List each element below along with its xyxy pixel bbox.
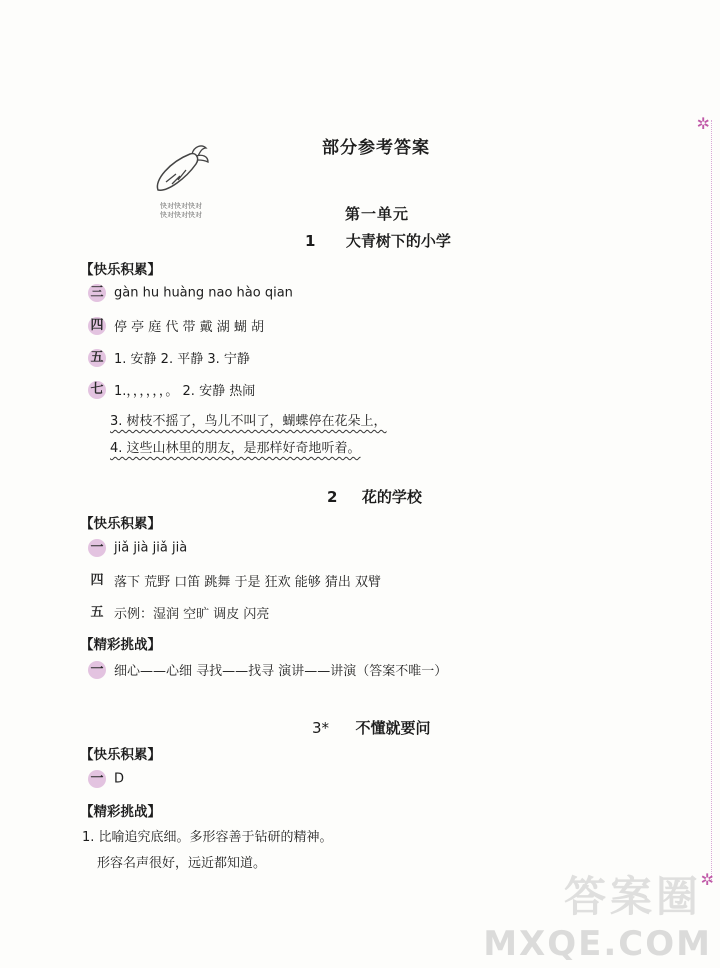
- page-title: 部分参考答案: [322, 138, 430, 158]
- answer-text: 落下 荒野 口笛 跳舞 于是 狂欢 能够 猜出 双臂: [114, 575, 382, 590]
- lesson-name: 大青树下的小学: [345, 232, 451, 250]
- answer-text: 1. 安静 2. 平静 3. 宁静: [114, 352, 250, 367]
- question-badge: 一: [88, 770, 106, 788]
- answer-text: 细心——心细 寻找——找寻 演讲——讲演（答案不唯一）: [114, 664, 448, 679]
- answer-line: [88, 603, 269, 622]
- watermark-url: MXQE.COM: [483, 924, 712, 964]
- unit-heading: 第一单元: [345, 205, 410, 223]
- caption-line: 快对快对快对: [160, 211, 202, 219]
- answer-line: [88, 316, 264, 335]
- section-heading: 【精彩挑战】: [80, 804, 161, 820]
- answer-text: D: [114, 771, 125, 787]
- lesson-number: 1: [305, 232, 316, 250]
- answer-text: jiǎ jià jiǎ jià: [114, 540, 188, 556]
- question-badge: 五: [90, 604, 104, 620]
- answer-line: [88, 284, 293, 302]
- answer-text: 4. 这些山林里的朋友，是那样好奇地听着。: [110, 441, 361, 456]
- lesson-number: 3*: [312, 719, 330, 737]
- star-icon: ✲: [696, 114, 710, 133]
- answer-text: 1. 比喻追究底细。多形容善于钻研的精神。: [82, 830, 333, 845]
- carrot-icon: [150, 140, 212, 198]
- lesson-heading: [327, 486, 422, 507]
- section-heading: 【精彩挑战】: [80, 637, 161, 653]
- answer-text: 3. 树枝不摇了，鸟儿不叫了，蝴蝶停在花朵上，: [110, 414, 387, 429]
- question-badge: 七: [88, 381, 106, 399]
- answer-line: [88, 571, 381, 590]
- answer-line: [88, 380, 255, 399]
- lesson-heading: [305, 230, 451, 251]
- answer-text: 1.，，，，，，。 2. 安静 热闹: [114, 384, 256, 399]
- answer-line: [88, 660, 447, 679]
- question-badge: 四: [88, 317, 106, 335]
- answer-text: 形容名声很好，远近都知道。: [97, 856, 267, 871]
- answer-line: [88, 348, 250, 367]
- question-badge: 一: [88, 661, 106, 679]
- question-badge: 五: [88, 349, 106, 367]
- section-heading: 【快乐积累】: [80, 747, 161, 763]
- lesson-heading: [312, 717, 431, 738]
- answer-line: [88, 539, 187, 557]
- answer-text: 停 亭 庭 代 带 戴 湖 蝴 胡: [114, 320, 265, 335]
- lesson-number: 2: [327, 488, 338, 506]
- caption-line: 快对快对快对: [160, 202, 202, 210]
- question-badge: 三: [88, 284, 106, 302]
- section-heading: 【快乐积累】: [80, 516, 161, 532]
- page-edge-decoration: [710, 120, 712, 880]
- answer-text: gàn hu huàng nao hào qian: [114, 285, 293, 301]
- section-heading: 【快乐积累】: [80, 262, 161, 278]
- question-badge: 四: [90, 572, 104, 588]
- star-icon: ✲: [700, 870, 714, 889]
- answer-line: [88, 770, 124, 788]
- lesson-name: 不懂就要问: [355, 719, 431, 737]
- question-badge: 一: [88, 539, 106, 557]
- watermark-logo: 答案圈: [563, 872, 702, 921]
- carrot-caption: [150, 202, 212, 220]
- answer-text: 示例：湿润 空旷 调皮 闪亮: [114, 607, 270, 622]
- lesson-name: 花的学校: [361, 488, 422, 506]
